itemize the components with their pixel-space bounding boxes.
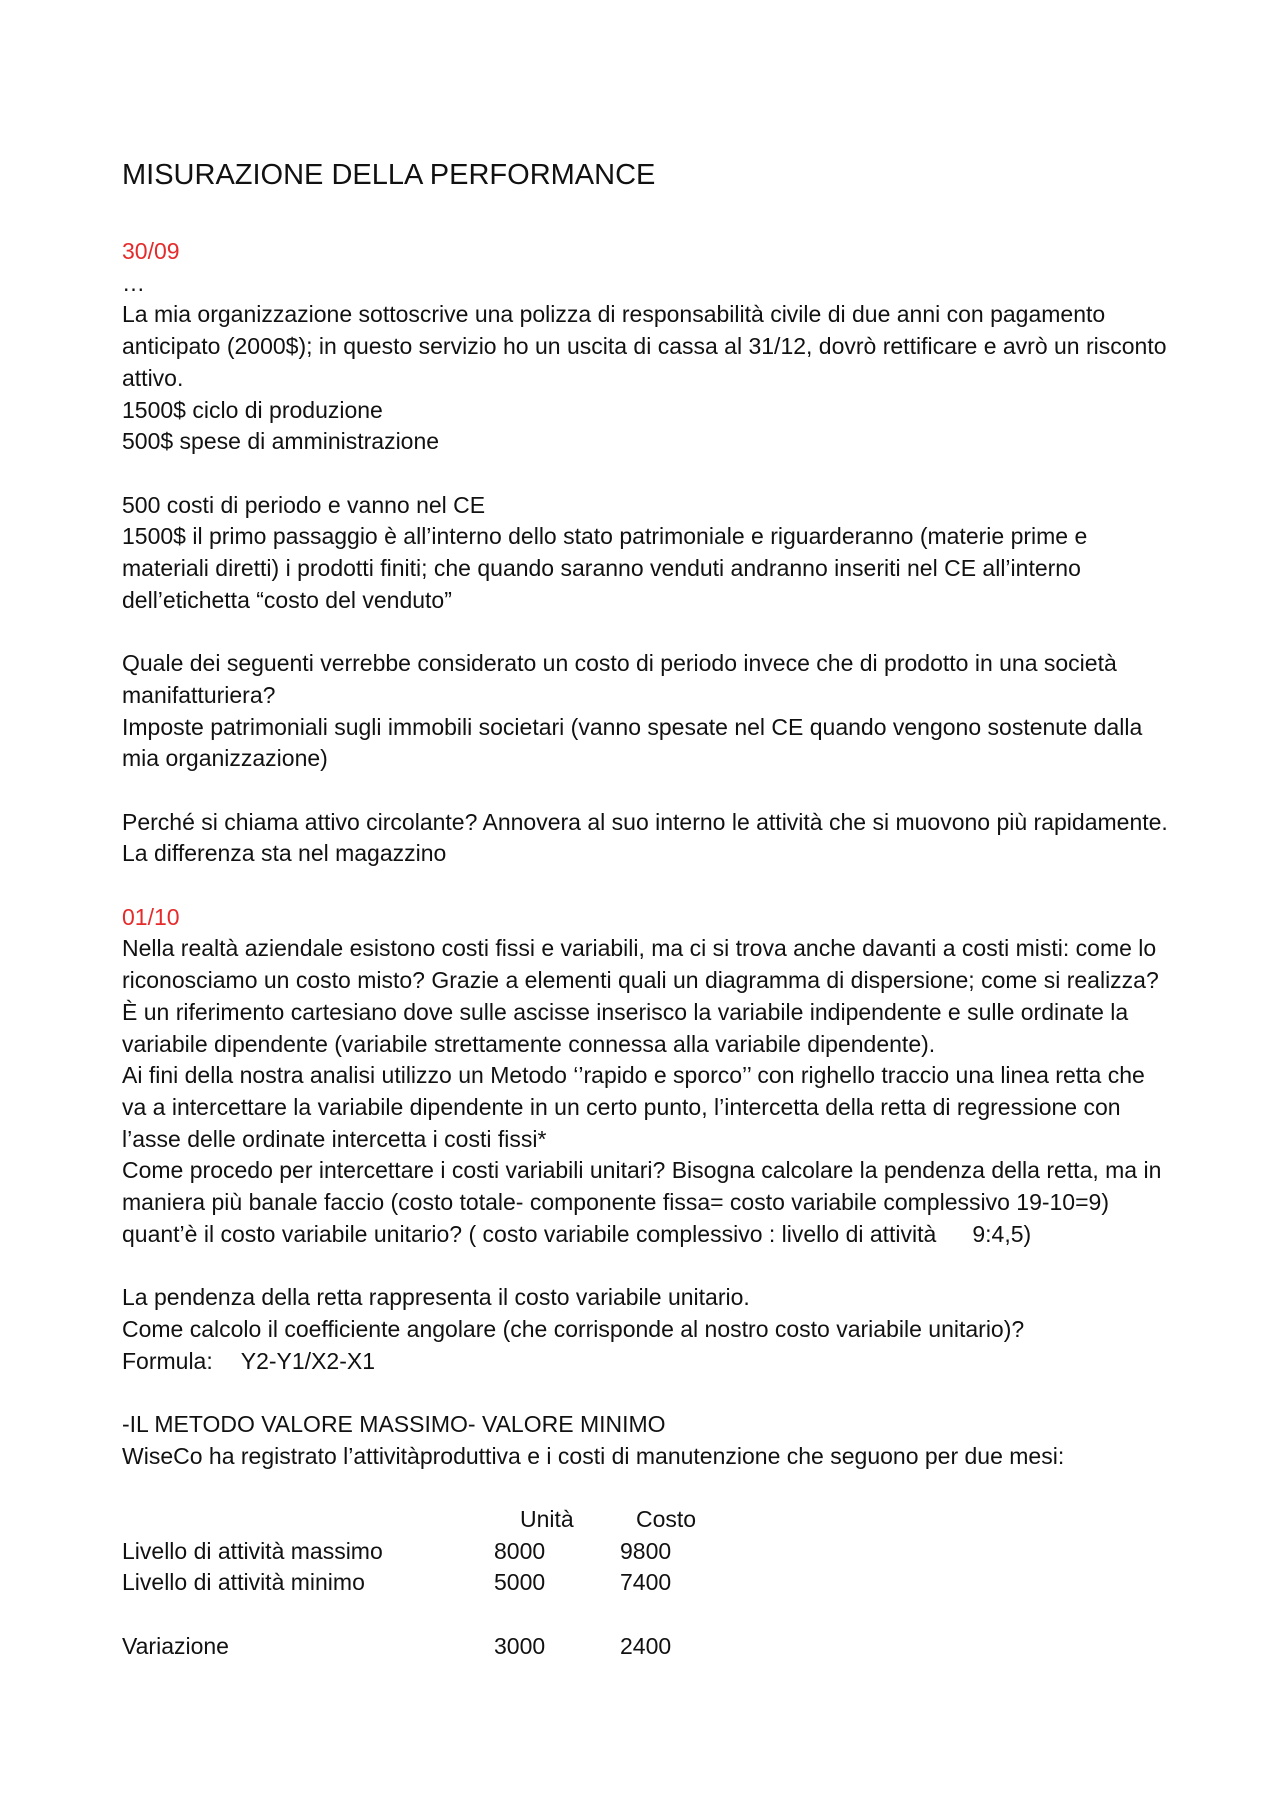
table-cell: 3000 bbox=[494, 1632, 546, 1659]
blank-line bbox=[122, 775, 1172, 807]
table-cell: 7400 bbox=[620, 1569, 672, 1596]
blank-line bbox=[122, 616, 1172, 648]
text-line: 500$ spese di amministrazione bbox=[122, 428, 440, 455]
table-cell: Variazione bbox=[122, 1632, 229, 1659]
formula-line bbox=[122, 1346, 1172, 1378]
table-cell: 9800 bbox=[620, 1537, 672, 1564]
table-blank-row bbox=[122, 1599, 726, 1631]
paragraph: Nella realtà aziendale esistono costi fissi e variabili, ma ci si trova anche davanti a costi misti: come lo riconosciamo un costo misto? Grazie a elementi quali un diagramma di dispersione; come si realizza? È un riferimento cartesiano dove sulle ascisse inserisco la variabile indipendente e sulle ordinate la variabile dipendente (variabile strettamente connessa alla variabile dipendente). bbox=[122, 935, 1159, 1057]
formula: Y2-Y1/X2-X1 bbox=[240, 1347, 375, 1374]
table-cell: Livello di attività minimo bbox=[122, 1569, 365, 1596]
question-paragraph: Quale dei seguenti verrebbe considerato un costo di periodo invece che di prodotto in una società manifatturiera? bbox=[122, 650, 1117, 708]
answer-paragraph: Imposte patrimoniali sugli immobili societari (vanno spesate nel CE quando vengono sostenute dalla mia organizzazione) bbox=[122, 713, 1143, 772]
text-line: Come calcolo il coefficiente angolare (che corrisponde al nostro costo variabile unitario)? bbox=[122, 1315, 1025, 1342]
document-content bbox=[122, 158, 1172, 1663]
text-line: 1500$ ciclo di produzione bbox=[122, 396, 383, 423]
text-line: La pendenza della retta rappresenta il costo variabile unitario. bbox=[122, 1284, 750, 1311]
blank-line bbox=[122, 1250, 1172, 1282]
table-cell: 8000 bbox=[494, 1537, 546, 1564]
table-header-cell bbox=[122, 1504, 484, 1536]
text-line: La differenza sta nel magazzino bbox=[122, 840, 447, 867]
paragraph: 1500$ il primo passaggio è all’interno dello stato patrimoniale e riguarderanno (materie prime e materiali diretti) i prodotti finiti; che quando saranno venduti andranno inseriti nel CE all’interno dell’etichetta “costo del venduto” bbox=[122, 523, 1088, 613]
blank-line bbox=[122, 1377, 1172, 1409]
method-title: -IL METODO VALORE MASSIMO- VALORE MINIMO bbox=[122, 1410, 666, 1437]
table-cell: 2400 bbox=[620, 1632, 672, 1659]
table-cell: 5000 bbox=[494, 1569, 546, 1596]
question-paragraph: Perché si chiama attivo circolante? Annovera al suo interno le attività che si muovono più rapidamente. bbox=[122, 808, 1168, 835]
table-cell: Livello di attività massimo bbox=[122, 1537, 383, 1564]
blank-line bbox=[122, 870, 1172, 902]
ratio-text: 9:4,5) bbox=[972, 1220, 1032, 1247]
table-row bbox=[122, 1567, 726, 1599]
text-line: 500 costi di periodo e vanno nel CE bbox=[122, 491, 486, 518]
table-header-cell: Costo bbox=[636, 1506, 697, 1533]
paragraph bbox=[122, 1155, 1172, 1250]
formula-label: Formula: bbox=[122, 1347, 213, 1374]
ellipsis-line: … bbox=[122, 269, 145, 296]
section-date-1: 30/09 bbox=[122, 238, 180, 264]
paragraph: Ai fini della nostra analisi utilizzo un Metodo ‘’rapido e sporco’’ con righello traccio una linea retta che va a intercettare la variabile dipendente in un certo punto, l’intercetta della retta di regressione con l’asse delle ordinate intercetta i costi fissi* bbox=[122, 1062, 1145, 1152]
section-date-2: 01/10 bbox=[122, 903, 180, 930]
table-header-cell: Unità bbox=[520, 1506, 574, 1533]
paragraph: La mia organizzazione sottoscrive una polizza di responsabilità civile di due anni con pagamento anticipato (2000$); in questo servizio ho un uscita di cassa al 31/12, dovrò rettificare e avrò un risconto attivo. bbox=[122, 301, 1167, 391]
table-row bbox=[122, 1536, 726, 1568]
paragraph-text: Come procedo per intercettare i costi variabili unitari? Bisogna calcolare la pendenza della retta, ma in maniera più banale faccio (costo totale- componente fissa= costo variabile complessivo 19-10=9) quant’è il costo variabile unitario? ( costo variabile complessivo : livello di attività bbox=[122, 1157, 1162, 1247]
document-title: MISURAZIONE DELLA PERFORMANCE bbox=[122, 159, 656, 191]
table-variation-row bbox=[122, 1631, 726, 1663]
text-line: WiseCo ha registrato l’attivitàproduttiva e i costi di manutenzione che seguono per due mesi: bbox=[122, 1442, 1065, 1469]
high-low-table bbox=[122, 1504, 726, 1663]
blank-line bbox=[122, 458, 1172, 490]
table-header-row bbox=[122, 1504, 726, 1536]
